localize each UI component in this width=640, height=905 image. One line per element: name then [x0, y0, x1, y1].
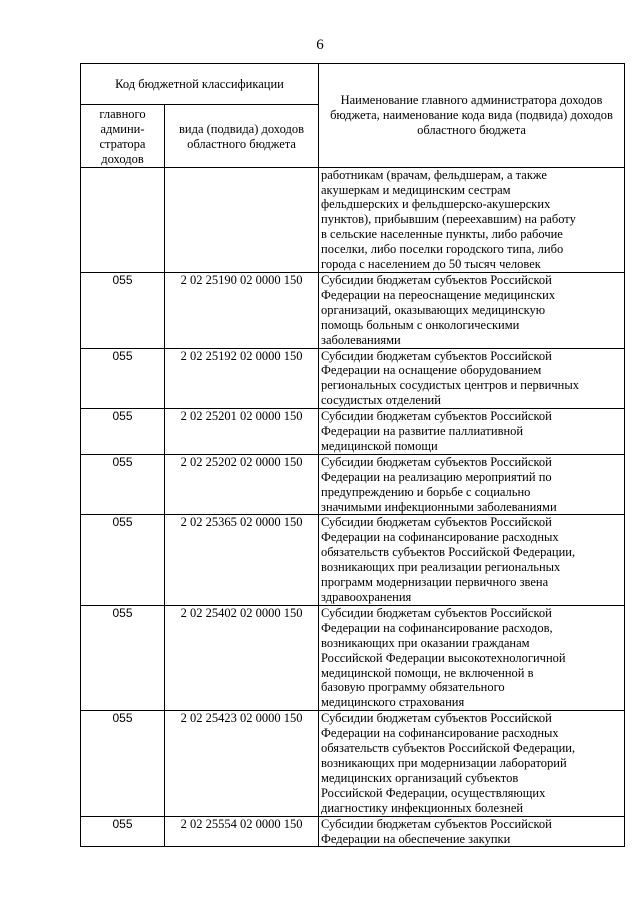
- description-line: Субсидии бюджетам субъектов Российской: [321, 348, 552, 363]
- description-line: Федерации на софинансирование расходных: [321, 726, 559, 741]
- description-cell: [319, 272, 625, 348]
- description-line: Федерации на оснащение оборудованием: [321, 363, 542, 378]
- description-line: Субсидии бюджетам субъектов Российской: [321, 711, 552, 726]
- admin-code-cell: 055: [81, 454, 165, 515]
- description-line: в сельские населенные пункты, либо рабочие: [321, 227, 563, 242]
- description-line: медицинской помощи: [321, 438, 438, 453]
- admin-code-cell: 055: [81, 272, 165, 348]
- description-line: Субсидии бюджетам субъектов Российской: [321, 409, 552, 424]
- description-cell: [319, 816, 625, 847]
- description-line: города с населением до 50 тысяч человек: [321, 257, 541, 272]
- description-line: Федерации на переоснащение медицинских: [321, 287, 556, 302]
- page-number: 6: [316, 37, 324, 53]
- description-cell: [319, 409, 625, 455]
- description-line: Субсидии бюджетам субъектов Российской: [321, 605, 552, 620]
- description-line: медицинских организаций субъектов: [321, 770, 519, 785]
- description-line: обязательств субъектов Российской Федерации,: [321, 741, 576, 756]
- description-cell: [319, 348, 625, 409]
- description-line: поселки, либо поселки городского типа, либо: [321, 242, 564, 257]
- description-line: заболеваниями: [321, 332, 401, 347]
- table-row: [81, 816, 625, 847]
- admin-code-cell: 055: [81, 409, 165, 455]
- description-line: сосудистых отделений: [321, 393, 441, 408]
- table-row: [81, 272, 625, 348]
- description-line: пунктов), прибывшим (переехавшим) на работу: [321, 212, 576, 227]
- admin-code-cell: [81, 167, 165, 272]
- income-code-cell: 2 02 25554 02 0000 150: [165, 816, 319, 847]
- description-line: организаций, оказывающих медицинскую: [321, 302, 546, 317]
- table-row: [81, 515, 625, 605]
- description-line: помощь больным с онкологическими: [321, 317, 520, 332]
- description-line: возникающих при модернизации лабораторий: [321, 755, 567, 770]
- table-row: [81, 348, 625, 409]
- description-line: Федерации на развитие паллиативной: [321, 424, 524, 439]
- income-code-cell: 2 02 25423 02 0000 150: [165, 711, 319, 816]
- description-line: работникам (врачам, фельдшерам, а также: [321, 167, 547, 182]
- description-line: Федерации на софинансирование расходных: [321, 530, 559, 545]
- budget-classification-table: [80, 63, 625, 847]
- admin-code-cell: 055: [81, 816, 165, 847]
- income-code-cell: [165, 167, 319, 272]
- description-line: Субсидии бюджетам субъектов Российской: [321, 515, 552, 530]
- description-line: фельдшерских и фельдшерско-акушерских: [321, 197, 551, 212]
- table-row: [81, 409, 625, 455]
- description-cell: [319, 454, 625, 515]
- income-code-cell: 2 02 25202 02 0000 150: [165, 454, 319, 515]
- description-line: здравоохранения: [321, 590, 412, 604]
- table-body: [81, 167, 625, 847]
- income-code-cell: 2 02 25201 02 0000 150: [165, 409, 319, 455]
- description-line: возникающих при оказании гражданам: [321, 635, 530, 650]
- header-code-group: Код бюджетной классификации: [81, 64, 319, 105]
- description-line: Субсидии бюджетам субъектов Российской: [321, 816, 552, 831]
- income-code-cell: 2 02 25190 02 0000 150: [165, 272, 319, 348]
- description-line: Федерации на софинансирование расходов,: [321, 620, 553, 635]
- table-row: [81, 167, 625, 272]
- description-line: Российской Федерации высокотехнологичной: [321, 650, 566, 665]
- admin-code-cell: 055: [81, 515, 165, 605]
- description-cell: [319, 711, 625, 816]
- table-row: [81, 454, 625, 515]
- description-line: Российской Федерации, осуществляющих: [321, 785, 546, 800]
- description-line: базовую программу обязательного: [321, 680, 505, 695]
- description-line: медицинской помощи, не включенной в: [321, 665, 534, 680]
- description-line: диагностику инфекционных болезней: [321, 800, 524, 815]
- description-line: возникающих при реализации региональных: [321, 560, 561, 575]
- description-line: региональных сосудистых центров и первичных: [321, 378, 579, 393]
- admin-code-cell: 055: [81, 605, 165, 710]
- header-code-column: вида (подвида) доходов областного бюджета: [165, 105, 319, 168]
- description-line: медицинского страхования: [321, 695, 465, 710]
- description-line: программ модернизации первичного звена: [321, 575, 549, 590]
- description-line: Субсидии бюджетам субъектов Российской: [321, 272, 552, 287]
- table-header: [81, 64, 625, 168]
- table-row: [81, 711, 625, 816]
- table-row: [81, 605, 625, 710]
- description-line: Субсидии бюджетам субъектов Российской: [321, 454, 552, 469]
- header-name-column: Наименование главного администратора доходов бюджета, наименование кода вида (подвида) доходов областного бюджета: [319, 64, 625, 168]
- income-code-cell: 2 02 25192 02 0000 150: [165, 348, 319, 409]
- description-line: обязательств субъектов Российской Федерации,: [321, 545, 576, 560]
- description-line: значимыми инфекционными заболеваниями: [321, 499, 557, 514]
- admin-code-cell: 055: [81, 711, 165, 816]
- description-line: предупреждению и борьбе с социально: [321, 484, 531, 499]
- description-line: Федерации на обеспечение закупки: [321, 831, 511, 846]
- income-code-cell: 2 02 25365 02 0000 150: [165, 515, 319, 605]
- income-code-cell: 2 02 25402 02 0000 150: [165, 605, 319, 710]
- description-line: акушеркам и медицинским сестрам: [321, 182, 511, 197]
- header-admin-column: главного админи-стратора доходов: [81, 105, 165, 168]
- description-line: Федерации на реализацию мероприятий по: [321, 469, 552, 484]
- description-cell: [319, 167, 625, 272]
- description-cell: [319, 515, 625, 605]
- admin-code-cell: 055: [81, 348, 165, 409]
- description-cell: [319, 605, 625, 710]
